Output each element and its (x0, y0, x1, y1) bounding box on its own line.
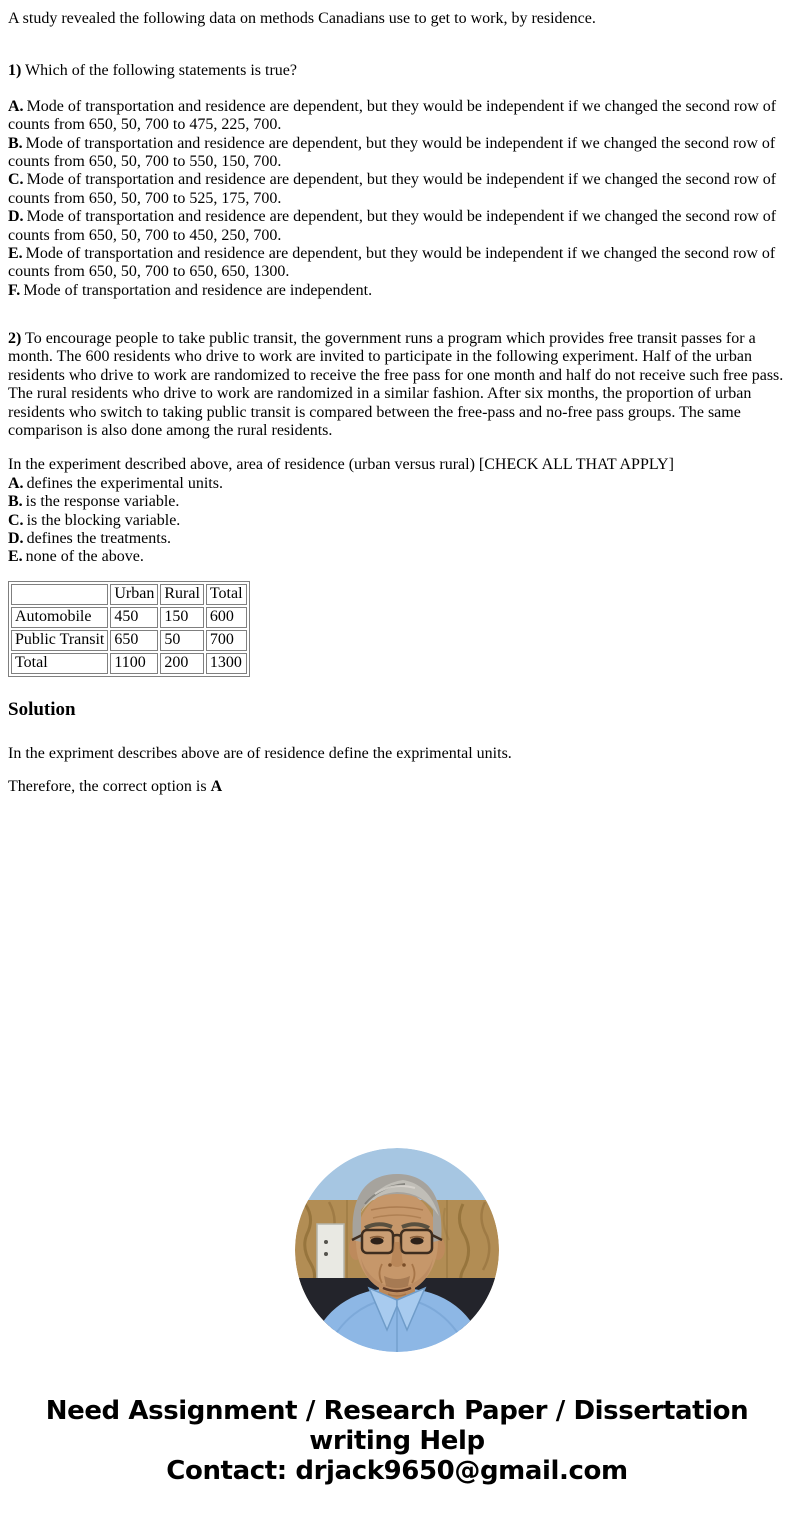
cell-value: 1100 (110, 653, 158, 674)
question-2-paragraph (8, 330, 786, 440)
solution-heading: Solution (8, 698, 76, 720)
tutor-photo (295, 1148, 499, 1352)
question-1-number: 1) (8, 62, 22, 80)
option-label: E. (8, 548, 23, 566)
cell-value: 1300 (206, 653, 247, 674)
question-1-text: Which of the following statements is true? (25, 62, 297, 80)
cell-value: 200 (160, 653, 204, 674)
table-corner-cell (11, 584, 108, 605)
contingency-table (8, 581, 250, 677)
cell-value: 450 (110, 607, 158, 628)
cell-value: 150 (160, 607, 204, 628)
solution-body: In the expriment describes above are of residence define the exprimental units. (8, 744, 512, 762)
table-header-rural: Rural (160, 584, 204, 605)
q2-option-b (8, 493, 786, 511)
option-label: B. (8, 493, 23, 511)
q2-check-prompt: In the experiment described above, area of residence (urban versus rural) [CHECK ALL THAT APPLY] (8, 456, 674, 474)
option-text: defines the treatments. (26, 529, 171, 547)
option-text: is the response variable. (25, 493, 180, 511)
option-label: C. (8, 511, 24, 529)
table-row-automobile (11, 607, 247, 628)
option-text: Mode of transportation and residence are dependent, but they would be independent if we changed the second row of counts from 650, 50, 700 to 650, 650, 1300. (8, 244, 776, 281)
q2-option-d (8, 530, 786, 548)
option-label: A. (8, 474, 24, 492)
option-label: D. (8, 529, 24, 547)
option-label: E. (8, 244, 23, 262)
q2-option-c (8, 512, 786, 530)
option-text: Mode of transportation and residence are dependent, but they would be independent if we changed the second row of counts from 650, 50, 700 to 525, 175, 700. (8, 171, 777, 207)
q1-option-a (8, 98, 786, 135)
option-text: none of the above. (25, 548, 144, 566)
option-text: Mode of transportation and residence are dependent, but they would be independent if we changed the second row of counts from 650, 50, 700 to 450, 250, 700. (8, 208, 777, 244)
conclusion-answer: A (210, 778, 223, 795)
option-label: F. (8, 281, 21, 299)
option-label: A. (8, 97, 24, 115)
row-label: Total (11, 653, 108, 674)
q2-option-a (8, 475, 786, 493)
q1-option-b (8, 135, 786, 172)
intro-text: A study revealed the following data on methods Canadians use to get to work, by residence. (8, 10, 596, 27)
person-avatar-image (295, 1148, 499, 1352)
option-text: defines the experimental units. (26, 474, 223, 492)
cell-value: 650 (110, 630, 158, 651)
solution-conclusion (8, 778, 786, 796)
option-text: Mode of transportation and residence are independent. (23, 281, 373, 299)
option-text: is the blocking variable. (26, 511, 181, 529)
option-label: D. (8, 208, 24, 226)
table-header-total: Total (206, 584, 247, 605)
avatar-section (8, 1148, 786, 1352)
question-2-text: To encourage people to take public transit, the government runs a program which provides free transit passes for a month. The 600 residents who drive to work are invited to participate in the following experiment. Half of the urban residents who drive to work are randomized to receive the free pass for one month and half do not receive such free pass. The rural residents who drive to work are randomized in a similar fashion. After six months, the proportion of urban residents who switch to taking public transit is compared between the free-pass and no-free pass groups. The same comparison is also done among the rural residents. (8, 330, 784, 440)
question-1-heading (8, 62, 786, 80)
option-label: B. (8, 134, 23, 152)
cell-value: 50 (160, 630, 204, 651)
q1-option-f (8, 282, 786, 300)
row-label: Automobile (11, 607, 108, 628)
footer-ad-title: Need Assignment / Research Paper / Dissertation writing Help (45, 1396, 749, 1457)
table-row-total (11, 653, 247, 674)
conclusion-prefix: Therefore, the correct option is (8, 778, 211, 795)
table-row-public-transit (11, 630, 247, 651)
option-text: Mode of transportation and residence are dependent, but they would be independent if we changed the second row of counts from 650, 50, 700 to 475, 225, 700. (8, 97, 777, 134)
footer-ad-heading (8, 1396, 786, 1486)
q2-option-e (8, 548, 786, 566)
question-2-check-block (8, 456, 786, 566)
q1-option-e (8, 245, 786, 282)
row-label: Public Transit (11, 630, 108, 651)
table-header-urban: Urban (110, 584, 158, 605)
cell-value: 700 (206, 630, 247, 651)
option-text: Mode of transportation and residence are dependent, but they would be independent if we changed the second row of counts from 650, 50, 700 to 550, 150, 700. (8, 134, 776, 170)
table-header-row (11, 584, 247, 605)
question-1-options (8, 98, 786, 300)
q1-option-d (8, 208, 786, 245)
option-label: C. (8, 171, 24, 189)
q1-option-c (8, 171, 786, 208)
question-2-number: 2) (8, 330, 22, 348)
footer-contact-email: Contact: drjack9650@gmail.com (166, 1456, 628, 1487)
cell-value: 600 (206, 607, 247, 628)
